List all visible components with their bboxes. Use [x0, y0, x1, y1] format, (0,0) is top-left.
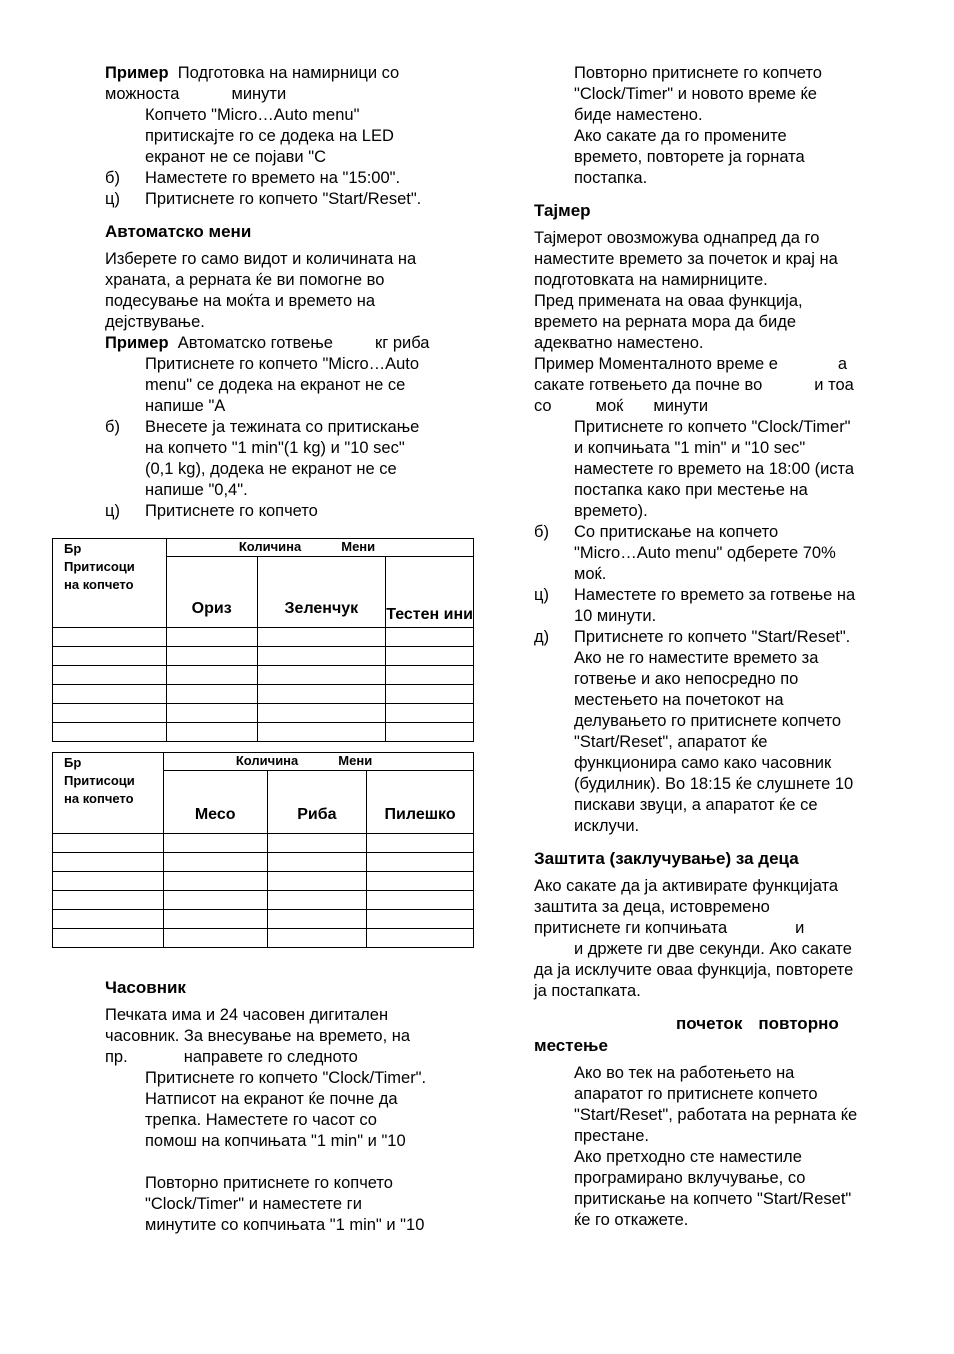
timer-example-2: сакате готвењето да почне во и тоа — [534, 376, 854, 394]
restart-body: Ако во тек на работењето на апаратот го притиснете копчето "Start/Reset", работата на рерната ќе престане. Ако претходно сте наместиле програмирано вклучување, со притискање на копчето "Start/Reset" ќе го откажете. — [574, 1064, 858, 1229]
table1-header-group: Количина Мени — [166, 539, 473, 557]
clock-continued: Повторно притиснете го копчето "Clock/Timer" и новото време ќе биде наместено. Ако сакате да го промените времето, повторете ја горната постапка. — [574, 64, 822, 187]
auto-menu-step-a: Притиснете го копчето "Micro…Auto menu" се додека на екранот не се напише "A — [145, 355, 420, 415]
table1-col-rice: Ориз — [166, 557, 257, 628]
auto-menu-example: Пример Автоматско готвење кг риба — [105, 334, 430, 352]
auto-menu-table-2 — [52, 752, 474, 948]
example1-step-a: Копчето "Micro…Auto menu" притискајте го се додека на LED екранот не се појави "C — [145, 106, 394, 166]
table-row — [53, 723, 474, 742]
table-row — [53, 704, 474, 723]
example1-step-b: б) Наместете го времето на "15:00". — [105, 169, 401, 187]
table-row — [53, 853, 474, 872]
example1-line2: можноста минути — [105, 85, 287, 103]
table-row — [53, 628, 474, 647]
table2-col-meat: Месо — [163, 771, 267, 834]
table-row — [53, 666, 474, 685]
table-row — [53, 647, 474, 666]
table1-header-presses: Бр Притисоци на копчето — [53, 539, 167, 628]
table1-col-pasta: Тестен ини — [386, 557, 474, 628]
table-row — [53, 929, 474, 948]
clock-section: Часовник Печката има и 24 часовен дигитален часовник. За внесување на времето, на пр. направете го следното Притиснете го копчето "Clock/Timer". Натписот на екранот ќе почне да трепка. Наместете го часот со помош на копчињата "1 min" и "10 Повторно притиснете го копчето "Clock/Timer" и наместете ги минутите со копчињата "1 min" и "10 — [105, 977, 477, 1236]
timer-step-b: б) Со притискање на копчето "Micro…Auto menu" одберете 70% моќ. — [534, 523, 836, 583]
timer-example-3: со моќ минути — [534, 397, 709, 415]
table-row — [53, 685, 474, 704]
clock-heading: Часовник — [105, 978, 186, 997]
table1-col-vegetables: Зеленчук — [257, 557, 386, 628]
timer-heading: Тајмер — [534, 201, 591, 220]
restart-heading-line1: почеток повторно — [676, 1014, 839, 1033]
table2-header-group: Количина Мени — [163, 753, 473, 771]
example1-step-c: ц) Притиснете го копчето "Start/Reset". — [105, 190, 422, 208]
child-lock-heading: Заштита (заклучување) за деца — [534, 849, 799, 868]
table2-col-chicken: Пилешко — [367, 771, 474, 834]
clock-step-1: Притиснете го копчето "Clock/Timer". Натписот на екранот ќе почне да трепка. Наместете го часот со помош на копчињата "1 min" и "10 Повторно притиснете го копчето "Clock/Timer" и наместете ги минутите со копчињата "1 min" и "10 — [145, 1069, 427, 1234]
table-row — [53, 891, 474, 910]
table-row — [53, 910, 474, 929]
auto-menu-heading: Автоматско мени — [105, 222, 252, 241]
right-column: Повторно притиснете го копчето "Clock/Timer" и новото време ќе биде наместено. Ако сакате да го промените времето, повторете ја горната постапка. Тајмер Тајмерот овозможува однапред да го наместите времето за почеток и крај на подготовката на намирниците. Пред примената на оваа функција, времето на рерната мора да биде адекватно наместено. Пример Моменталното време е а сакате готвењето да почне во и тоа со моќ минути Притиснете го копчето "Clock/Timer" и копчињата "1 min" и "10 sec" наместете го времето на 18:00 (иста постапка како при местење на времето). б) Со притискање на копчето "Micro…Auto menu" одберете 70% моќ. ц) Наместете го времето за готвење на 10 минути. д) Притиснете го копчето "Start/Reset". Ако не го наместите времето за готвење и ако непосредно по местењето на почетокот на делувањето го притиснете копчето "Start/Reset", апаратот ќе функционира само како часовник (будилник). Во 18:15 ќе слушнете 10 пискави звуци, а апаратот ќе се исклучи. Заштита (заклучување) за деца Ако сакате да ја активирате функцијата заштита за деца, истовремено притиснете ги копчињата и и држете ги две секунди. Ако сакате да ја исклучите оваа функција, повторете ја постапката. почеток повторно местење Ако во тек на работењето на апаратот го притиснете копчето "Start/Reset", работата на рерната ќе престане. Ако претходно сте наместиле програмирано вклучување, со притискање на копчето "Start/Reset" ќе го откажете. — [534, 63, 899, 1231]
auto-menu-step-b: б) Внесете ја тежината со притискање на копчето "1 min"(1 kg) и "10 sec" (0,1 kg), додека не екранот не се напише "0,4". — [105, 418, 420, 499]
table-row — [53, 872, 474, 891]
timer-step-d: д) Притиснете го копчето "Start/Reset". Ако не го наместите времето за готвење и ако непосредно по местењето на почетокот на делувањето го притиснете копчето "Start/Reset", апаратот ќе функционира само како часовник (будилник). Во 18:15 ќе слушнете 10 пискави звуци, а апаратот ќе се исклучи. — [534, 628, 854, 835]
example1-line1: Пример Подготовка на намирници со — [105, 64, 400, 82]
auto-menu-table-1 — [52, 538, 474, 742]
table2-header-presses: Бр Притисоци на копчето — [53, 753, 164, 834]
timer-example-1: Пример Моменталното време е а — [534, 355, 848, 373]
left-column: Пример Подготовка на намирници со можноста минути Копчето "Micro…Auto menu" притискајте го се додека на LED екранот не се појави "C б) Наместете го времето на "15:00". ц) Притиснете го копчето "Start/Reset". Автоматско мени Изберете го само видот и количината на храната, а рерната ќе ви помогне во подесување на моќта и времето на дејствување. Пример Автоматско готвење кг риба Притиснете го копчето "Micro…Auto menu" се додека на екранот не се напише "A б) Внесете ја тежината со притискање на копчето "1 min"(1 kg) и "10 sec" (0,1 kg), додека не екранот не се напише "0,4". ц) Притиснете го копчето — [105, 63, 477, 522]
timer-step-c: ц) Наместете го времето за готвење на 10 минути. — [534, 586, 856, 625]
table-row — [53, 834, 474, 853]
table2-col-fish: Риба — [267, 771, 367, 834]
timer-step-a: Притиснете го копчето "Clock/Timer" и копчињата "1 min" и "10 sec" наместете го времето на 18:00 (иста постапка како при местење на времето). — [574, 418, 855, 520]
auto-menu-step-c: ц) Притиснете го копчето — [105, 502, 318, 520]
restart-heading-line2: местење — [534, 1036, 608, 1055]
